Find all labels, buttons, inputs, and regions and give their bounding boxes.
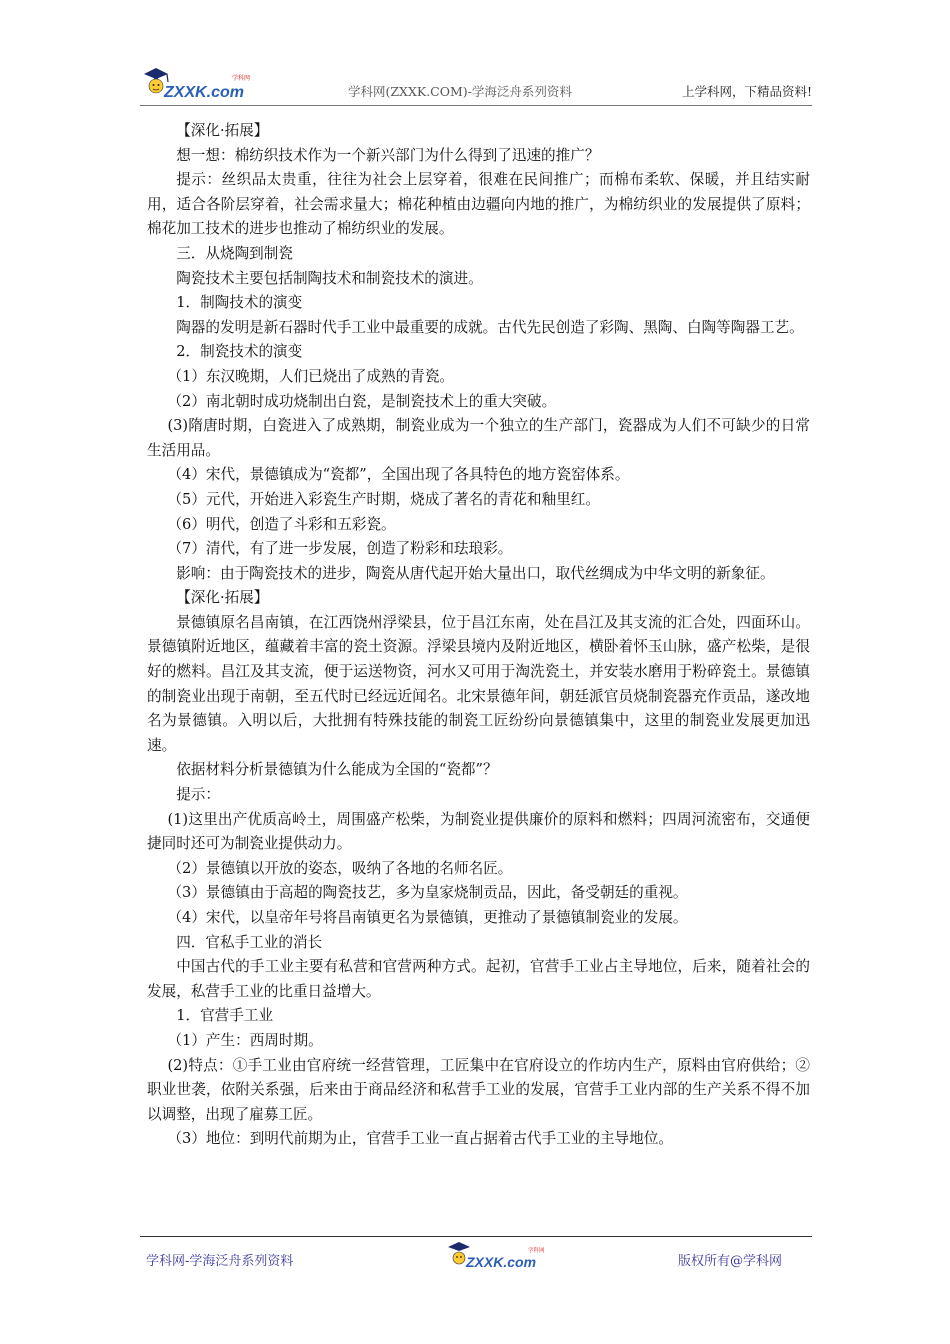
paragraph: 1．官营手工业: [176, 1007, 274, 1025]
paragraph: （1）东汉晚期，人们已烧出了成熟的青瓷。: [167, 367, 455, 385]
document-body: [147, 119, 810, 1152]
paragraph: 想一想：棉纺织技术作为一个新兴部门为什么得到了迅速的推广？: [176, 146, 600, 164]
paragraph: （5）元代，开始进入彩瓷生产时期，烧成了著名的青花和釉里红。: [167, 490, 600, 508]
paragraph: （1）产生：西周时期。: [167, 1031, 323, 1049]
header-divider: [140, 105, 812, 106]
paragraph: 陶瓷技术主要包括制陶技术和制瓷技术的演进。: [176, 269, 483, 287]
paragraph: 提示：: [176, 786, 220, 804]
paragraph: （2）景德镇以开放的姿态，吸纳了各地的名师名匠。: [167, 859, 513, 877]
footer-divider: [140, 1236, 812, 1237]
footer-copyright: 版权所有@学科网: [677, 1254, 782, 1269]
paragraph: 四．官私手工业的消长: [176, 933, 323, 951]
paragraph: (2)特点：①手工业由官府统一经营管理，工匠集中在官府设立的作坊内生产，原料由官府供给；②职业世袭，依附关系强，后来由于商品经济和私营手工业的发展，官营手工业内部的生产关系不得不加以调整，出现了雇募工匠。: [147, 1056, 810, 1123]
paragraph: 依据材料分析景德镇为什么能成为全国的“瓷都”？: [176, 761, 498, 779]
paragraph: （6）明代，创造了斗彩和五彩瓷。: [167, 515, 396, 533]
paragraph: 中国古代的手工业主要有私营和官营两种方式。起初，官营手工业占主导地位，后来，随着社会的发展，私营手工业的比重日益增大。: [147, 958, 810, 1000]
paragraph: 【深化·拓展】: [176, 122, 269, 139]
paragraph: （4）宋代，以皇帝年号将昌南镇更名为景德镇，更推动了景德镇制瓷业的发展。: [167, 909, 688, 926]
footer-logo-badge: 学科网: [528, 1248, 545, 1254]
zxxk-footer-logo: [444, 1240, 548, 1274]
paragraph: 三．从烧陶到制瓷: [176, 244, 293, 262]
paragraph: （7）清代，有了进一步发展，创造了粉彩和珐琅彩。: [167, 540, 513, 558]
logo-wordmark: ZXXK.com: [164, 84, 245, 101]
paragraph: 1．制陶技术的演变: [176, 294, 303, 312]
paragraph: 提示：丝织品太贵重，往往为社会上层穿着，很难在民间推广；而棉布柔软、保暖，并且结实耐用，适合各阶层穿着，社会需求量大；棉花种植由边疆向内地的推广，为棉纺织业的发展提供了原料；棉花加工技术的进步也推动了棉纺织业的发展。: [147, 171, 810, 238]
paragraph: 陶器的发明是新石器时代手工业中最重要的成就。古代先民创造了彩陶、黑陶、白陶等陶器工艺。: [176, 318, 804, 336]
logo-badge: 学科网: [232, 75, 251, 82]
footer-series: 学科网-学海泛舟系列资料: [146, 1254, 294, 1269]
header-slogan: 上学科网，下精品资料!: [681, 84, 812, 99]
paragraph: 景德镇原名昌南镇，在江西饶州浮梁县，位于昌江东南，处在昌江及其支流的汇合处，四面环山。景德镇附近地区，蕴藏着丰富的瓷土资源。浮梁县境内及附近地区，横卧着怀玉山脉，盛产松柴，是很好的燃料。昌江及其支流，便于运送物资，河水又可用于淘洗瓷土，并安装水磨用于粉碎瓷土。景德镇的制瓷业出现于南朝，至五代时已经远近闻名。北宋景德年间，朝廷派官员烧制瓷器充作贡品，遂改地名为景德镇。入明以后，大批拥有特殊技能的制瓷工匠纷纷向景德镇集中，这里的制瓷业发展更加迅速。: [147, 613, 810, 754]
paragraph: 2．制瓷技术的演变: [176, 343, 303, 361]
page-footer: [140, 1240, 812, 1280]
footer-logo-wordmark: ZXXK.com: [466, 1254, 537, 1270]
paragraph: （3）景德镇由于高超的陶瓷技艺，多为皇家烧制贡品，因此，备受朝廷的重视。: [167, 884, 688, 902]
paragraph: （2）南北朝时成功烧制出白瓷，是制瓷技术上的重大突破。: [167, 392, 557, 410]
paragraph: （4）宋代，景德镇成为“瓷都”，全国出现了各具特色的地方瓷窑体系。: [167, 466, 630, 484]
paragraph: (1)这里出产优质高岭土，周围盛产松柴，为制瓷业提供廉价的原料和燃料；四周河流密布，交通便捷同时还可为制瓷业提供动力。: [147, 810, 810, 853]
paragraph: （3）地位：到明代前期为止，官营手工业一直占据着古代手工业的主导地位。: [167, 1130, 673, 1148]
paragraph: 【深化·拓展】: [176, 589, 269, 607]
paragraph: (3)隋唐时期，白瓷进入了成熟期，制瓷业成为一个独立的生产部门，瓷器成为人们不可缺少的日常生活用品。: [147, 417, 810, 459]
header-title: 学科网(ZXXK.COM)-学海泛舟系列资料: [348, 84, 572, 99]
page-header: [140, 62, 812, 106]
zxxk-logo: [140, 66, 252, 104]
paragraph: 影响：由于陶瓷技术的进步，陶瓷从唐代起开始大量出口，取代丝绸成为中华文明的新象征。: [176, 564, 775, 582]
